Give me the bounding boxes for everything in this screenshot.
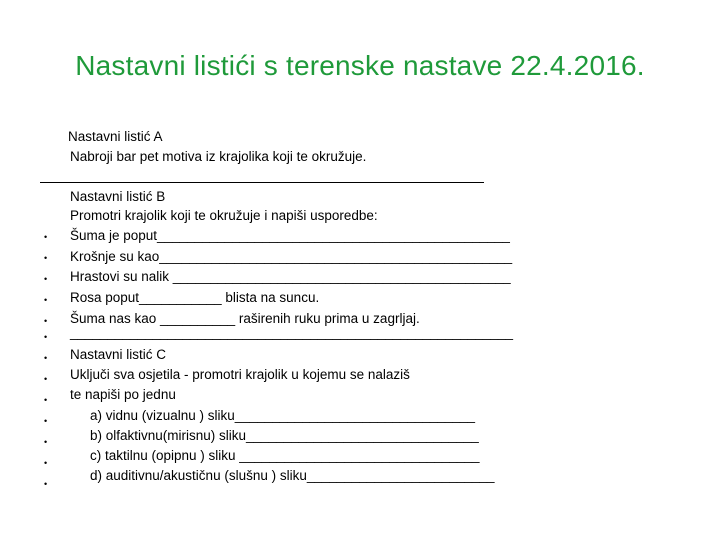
sheet-c-task-line-2: te napiši po jednu — [70, 387, 176, 402]
sheet-c-item-b: b) olfaktivnu(mirisnu) sliku_______________________________ — [90, 428, 479, 443]
bullet: • — [44, 395, 48, 405]
sheet-b-heading: Nastavni listić B — [70, 189, 166, 204]
sheet-b-task: Promotri krajolik koji te okružuje i napiši usporedbe: — [70, 208, 378, 223]
bullet: • — [44, 274, 48, 284]
sheet-c-item-d: d) auditivnu/akustičnu (slušnu ) sliku_________________________ — [90, 468, 495, 483]
sheet-b-line-3: Hrastovi su nalik _____________________________________________ — [70, 269, 511, 284]
sheet-c-task-line-1: Uključi sva osjetila - promotri krajolik u kojemu se nalaziš — [70, 367, 410, 382]
sheet-b-line-2: Krošnje su kao_______________________________________________ — [70, 249, 513, 264]
sheet-c-item-c: c) taktilnu (opipnu ) sliku ________________________________ — [90, 448, 480, 463]
sheet-c-item-a: a) vidnu (vizualnu ) sliku________________________________ — [90, 408, 476, 423]
page-title: Nastavni listići s terenske nastave 22.4.2016. — [75, 50, 645, 81]
sheet-b-line-6: ___________________________________________________________ — [70, 325, 513, 340]
divider-line — [40, 182, 484, 183]
bullet: • — [44, 374, 48, 384]
bullet: • — [44, 416, 48, 426]
sheet-c-heading: Nastavni listić C — [70, 347, 167, 362]
sheet-a-task: Nabroji bar pet motiva iz krajolika koji te okružuje. — [70, 149, 367, 164]
bullet: • — [44, 316, 48, 326]
sheet-b-line-1: Šuma je poput_______________________________________________ — [70, 228, 510, 243]
bullet: • — [44, 253, 48, 263]
bullet: • — [44, 437, 48, 447]
bullet: • — [44, 353, 48, 363]
bullet: • — [44, 332, 48, 342]
bullet: • — [44, 458, 48, 468]
bullet: • — [44, 232, 48, 242]
sheet-b-line-4: Rosa poput___________ blista na suncu. — [70, 290, 320, 305]
bullet: • — [44, 479, 48, 489]
sheet-b-line-5: Šuma nas kao __________ raširenih ruku prima u zagrljaj. — [70, 311, 420, 326]
bullet: • — [44, 295, 48, 305]
sheet-a-heading: Nastavni listić A — [68, 129, 163, 144]
